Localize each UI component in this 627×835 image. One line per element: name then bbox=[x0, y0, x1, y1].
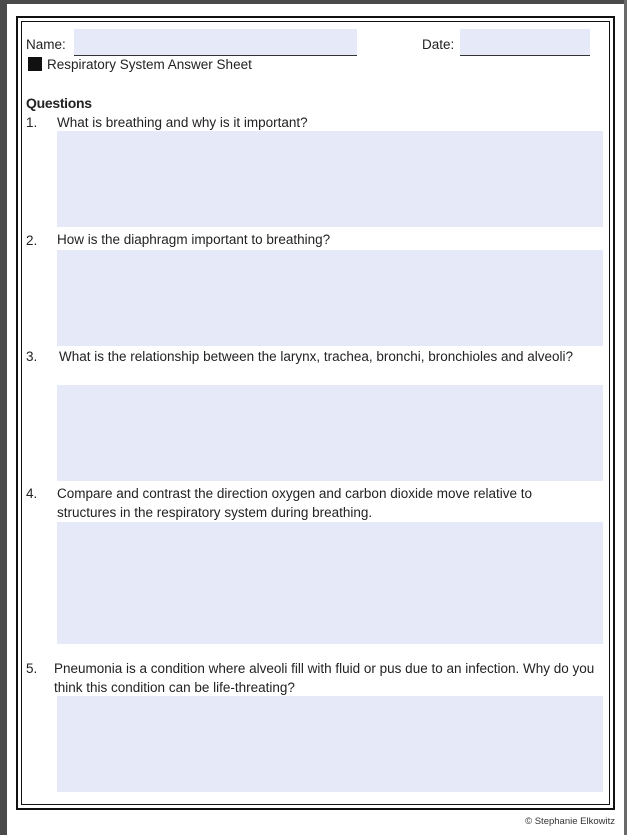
question-number: 2. bbox=[26, 233, 38, 248]
questions-heading: Questions bbox=[26, 95, 92, 111]
answer-field-4[interactable] bbox=[57, 522, 603, 644]
checkbox-marker[interactable] bbox=[28, 57, 42, 71]
answer-field-2[interactable] bbox=[57, 250, 603, 346]
question-text: Pneumonia is a condition where alveoli fill with fluid or pus due to an infection. Why do you think this condition can be life-threating? bbox=[54, 661, 595, 695]
answer-field-5[interactable] bbox=[57, 696, 603, 792]
copyright-text: © Stephanie Elkowitz bbox=[525, 816, 615, 827]
date-label: Date: bbox=[422, 37, 455, 52]
question-text: How is the diaphragm important to breathing? bbox=[57, 232, 331, 247]
sheet-title: Respiratory System Answer Sheet bbox=[47, 57, 252, 72]
question-number: 4. bbox=[26, 486, 38, 501]
answer-field-3[interactable] bbox=[57, 385, 603, 481]
date-field[interactable] bbox=[460, 29, 590, 56]
document-page bbox=[7, 4, 624, 835]
answer-field-1[interactable] bbox=[57, 131, 603, 227]
question-text: What is the relationship between the larynx, trachea, bronchi, bronchioles and alveoli? bbox=[59, 349, 574, 364]
question-number: 3. bbox=[26, 349, 38, 364]
question-text: What is breathing and why is it important? bbox=[57, 115, 308, 130]
question-text: Compare and contrast the direction oxygen and carbon dioxide move relative to structures in the respiratory system during breathing. bbox=[57, 486, 533, 520]
question-number: 5. bbox=[26, 661, 38, 676]
name-field[interactable] bbox=[74, 29, 357, 56]
viewer-left-edge bbox=[0, 0, 7, 835]
question-number: 1. bbox=[26, 115, 38, 130]
name-label: Name: bbox=[26, 37, 66, 52]
